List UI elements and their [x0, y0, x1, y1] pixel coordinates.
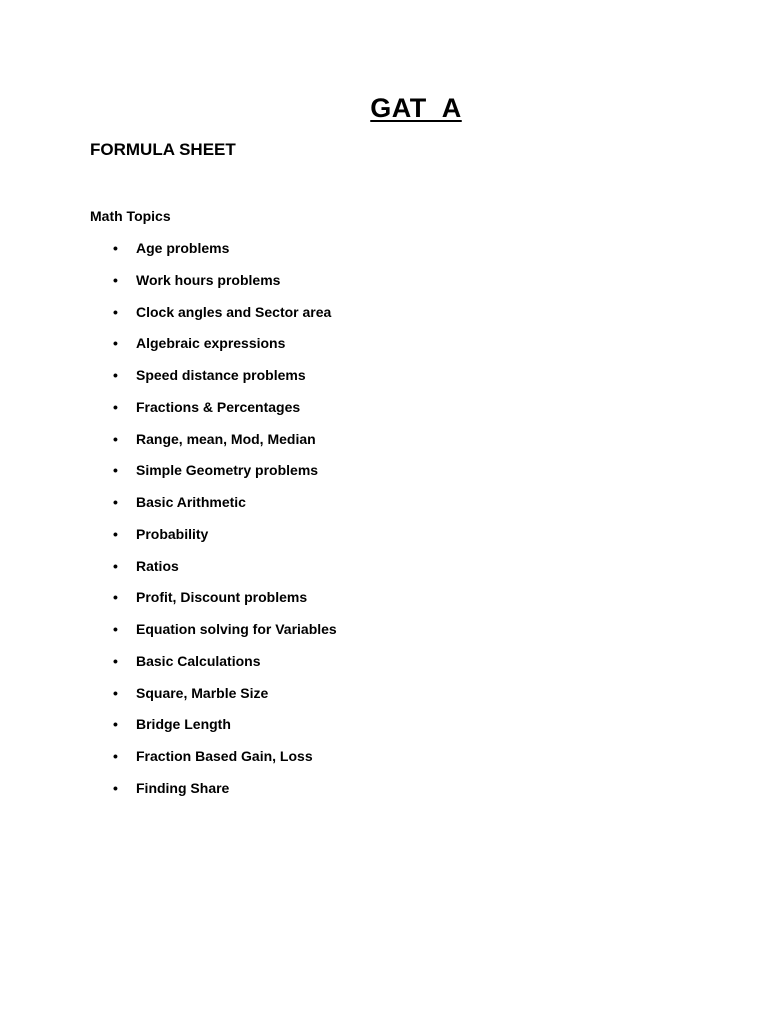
- topic-label: Ratios: [136, 557, 179, 574]
- bullet-icon: •: [113, 462, 118, 479]
- topic-label: Speed distance problems: [136, 367, 306, 383]
- topic-label: Simple Geometry problems: [136, 462, 319, 479]
- topic-label: Algebraic expressions: [136, 335, 286, 352]
- bullet-icon: •: [113, 271, 118, 288]
- bullet-icon: •: [113, 240, 118, 256]
- topic-label: Basic Calculations: [136, 652, 261, 669]
- bullet-icon: •: [113, 303, 118, 320]
- topic-label: Equation solving for Variables: [136, 621, 337, 637]
- document-title: GAT A: [370, 93, 462, 123]
- bullet-icon: •: [113, 684, 118, 701]
- bullet-icon: •: [113, 716, 118, 733]
- bullet-icon: •: [113, 525, 118, 542]
- document-subtitle: FORMULA SHEET: [90, 140, 236, 159]
- bullet-icon: •: [113, 398, 118, 415]
- topic-label: Range, mean, Mod, Median: [136, 430, 316, 447]
- topic-label: Work hours problems: [136, 271, 281, 288]
- topic-label: Basic Arithmetic: [136, 494, 246, 510]
- bullet-icon: •: [113, 557, 118, 574]
- topic-label: Finding Share: [136, 779, 230, 796]
- topic-label: Profit, Discount problems: [136, 589, 308, 606]
- bullet-icon: •: [113, 430, 118, 447]
- topic-label: Probability: [136, 525, 209, 542]
- bullet-icon: •: [113, 748, 118, 764]
- topic-label: Age problems: [136, 240, 230, 256]
- topic-label: Square, Marble Size: [136, 684, 269, 701]
- bullet-icon: •: [113, 367, 118, 383]
- bullet-icon: •: [113, 589, 118, 606]
- topic-label: Fractions & Percentages: [136, 398, 301, 415]
- topic-label: Bridge Length: [136, 716, 231, 733]
- bullet-icon: •: [113, 779, 118, 796]
- topic-label: Fraction Based Gain, Loss: [136, 748, 313, 764]
- section-heading: Math Topics: [90, 208, 171, 224]
- bullet-icon: •: [113, 335, 118, 352]
- bullet-icon: •: [113, 621, 118, 637]
- topic-label: Clock angles and Sector area: [136, 303, 332, 320]
- bullet-icon: •: [113, 494, 118, 510]
- bullet-icon: •: [113, 652, 118, 669]
